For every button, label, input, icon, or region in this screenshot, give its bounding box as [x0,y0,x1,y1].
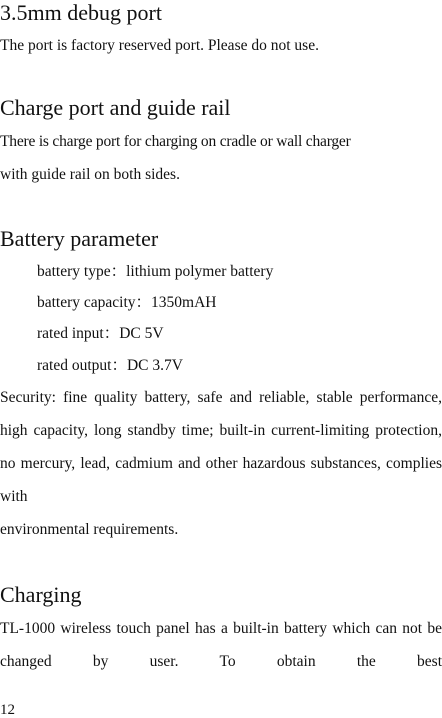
charge-port-text-line-1: There is charge port for charging on cradle or wall charger [0,133,351,150]
section-title-debug-port: 3.5mm debug port [0,0,162,25]
battery-param-input: rated input：DC 5V [37,325,164,342]
section-title-battery-parameter: Battery parameter [0,226,159,251]
battery-param-type: battery type：lithium polymer battery [37,263,274,280]
battery-param-output: rated output：DC 3.7V [37,357,183,374]
battery-security-text: Security: fine quality battery, safe and reliable, stable performance, high capacity, long standby time; built-in current-limiting protection, no mercury, lead, cadmium and other hazardous substances, complies with [0,389,442,505]
section-title-charge-port: Charge port and guide rail [0,95,231,120]
charge-port-text-line-2: with guide rail on both sides. [0,166,180,183]
page-number: 12 [0,702,15,718]
charging-text: TL-1000 wireless touch panel has a built-in battery which can not be changed by user. To obtain the best [0,620,442,670]
battery-security-text-last-line: environmental requirements. [0,521,179,538]
section-title-charging: Charging [0,582,82,607]
debug-port-text: The port is factory reserved port. Please do not use. [0,37,319,54]
battery-param-capacity: battery capacity：1350mAH [37,294,217,311]
